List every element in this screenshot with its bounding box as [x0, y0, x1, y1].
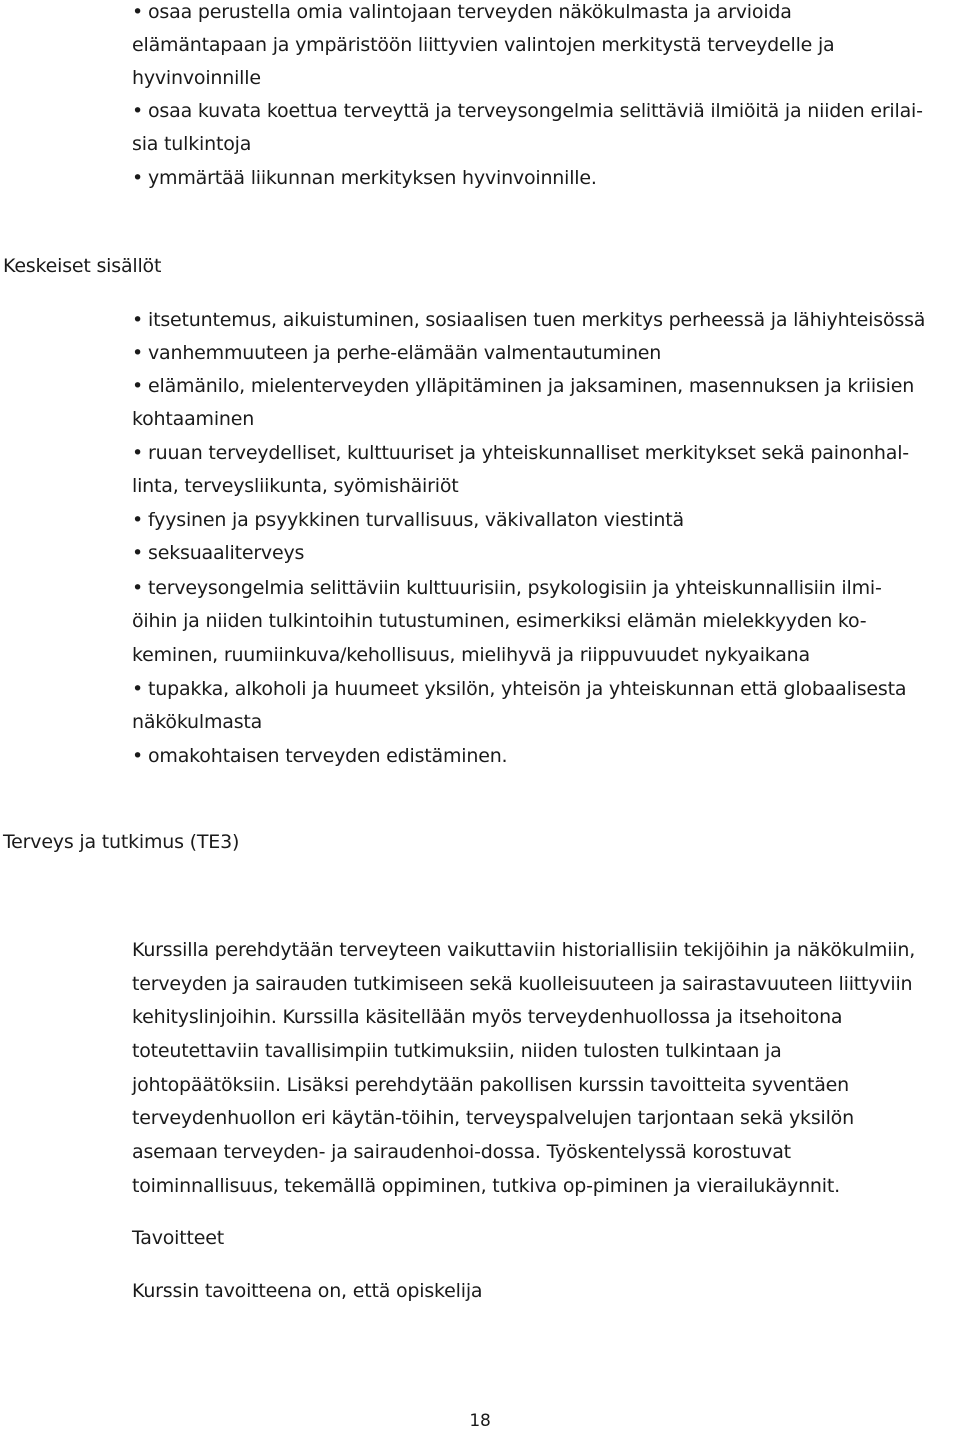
list-item: • ruuan terveydelliset, kulttuuriset ja yhteiskunnalliset merkitykset sekä painonhal- — [132, 442, 909, 464]
list-item-continuation: sia tulkintoja — [132, 133, 252, 155]
list-item-continuation: näkökulmasta — [132, 711, 263, 733]
list-item-continuation: elämäntapaan ja ympäristöön liittyvien valintojen merkitystä terveydelle ja — [132, 34, 835, 56]
bullet-icon: • — [132, 100, 144, 122]
list-item: • vanhemmuuteen ja perhe-elämään valmentautuminen — [132, 342, 662, 364]
paragraph-line: asemaan terveyden- ja sairaudenhoi-dossa. Työskentelyssä korostuvat — [132, 1141, 791, 1163]
paragraph-line: kehityslinjoihin. Kurssilla käsitellään myös terveydenhuollossa ja itsehoitona — [132, 1006, 843, 1028]
tavoitteet-heading: Tavoitteet — [132, 1227, 224, 1249]
list-item: • terveysongelmia selittäviin kulttuurisiin, psykologisiin ja yhteiskunnallisiin ilmi- — [132, 577, 882, 599]
paragraph-line: terveyden ja sairauden tutkimiseen sekä kuolleisuuteen ja sairastavuuteen liittyviin — [132, 973, 913, 995]
list-item-continuation: öihin ja niiden tulkintoihin tutustuminen, esimerkiksi elämän mielekkyyden ko- — [132, 610, 867, 632]
list-item-continuation: hyvinvoinnille — [132, 67, 261, 89]
bullet-icon: • — [132, 442, 144, 464]
list-item: • elämänilo, mielenterveyden ylläpitäminen ja jaksaminen, masennuksen ja kriisien — [132, 375, 915, 397]
list-item: • omakohtaisen terveyden edistäminen. — [132, 745, 508, 767]
paragraph-line: Kurssilla perehdytään terveyteen vaikuttaviin historiallisiin tekijöihin ja näkökulmiin, — [132, 939, 916, 961]
bullet-icon: • — [132, 542, 144, 564]
course-heading: Terveys ja tutkimus (TE3) — [3, 831, 240, 853]
list-item: • fyysinen ja psyykkinen turvallisuus, väkivallaton viestintä — [132, 509, 684, 531]
bullet-icon: • — [132, 1, 144, 23]
list-item: • tupakka, alkoholi ja huumeet yksilön, yhteisön ja yhteiskunnan että globaalisesta — [132, 678, 907, 700]
bullet-icon: • — [132, 678, 144, 700]
list-item-continuation: linta, terveysliikunta, syömishäiriöt — [132, 475, 459, 497]
list-item-continuation: kohtaaminen — [132, 408, 255, 430]
paragraph-line: toteutettaviin tavallisimpiin tutkimuksiin, niiden tulosten tulkintaan ja — [132, 1040, 782, 1062]
bullet-icon: • — [132, 577, 144, 599]
bullet-icon: • — [132, 309, 144, 331]
paragraph-line: terveydenhuollon eri käytän-töihin, terveyspalvelujen tarjontaan sekä yksilön — [132, 1107, 854, 1129]
bullet-icon: • — [132, 167, 144, 189]
page-number: 18 — [469, 1411, 491, 1431]
bullet-icon: • — [132, 745, 144, 767]
bullet-icon: • — [132, 342, 144, 364]
list-item-continuation: keminen, ruumiinkuva/kehollisuus, mielihyvä ja riippuvuudet nykyaikana — [132, 644, 810, 666]
list-item: • itsetuntemus, aikuistuminen, sosiaalisen tuen merkitys perheessä ja lähiyhteisössä — [132, 309, 926, 331]
paragraph-line: toiminnallisuus, tekemällä oppiminen, tutkiva op-piminen ja vierailukäynnit. — [132, 1175, 840, 1197]
bullet-icon: • — [132, 509, 144, 531]
list-item: • seksuaaliterveys — [132, 542, 305, 564]
list-item: • osaa perustella omia valintojaan terveyden näkökulmasta ja arvioida — [132, 1, 792, 23]
paragraph-line: johtopäätöksiin. Lisäksi perehdytään pakollisen kurssin tavoitteita syventäen — [132, 1074, 850, 1096]
list-item: • ymmärtää liikunnan merkityksen hyvinvoinnille. — [132, 167, 597, 189]
tavoitteet-intro: Kurssin tavoitteena on, että opiskelija — [132, 1280, 483, 1302]
list-item: • osaa kuvata koettua terveyttä ja terveysongelmia selittäviä ilmiöitä ja niiden erilai- — [132, 100, 923, 122]
section-heading-keskeiset: Keskeiset sisällöt — [3, 255, 162, 277]
bullet-icon: • — [132, 375, 144, 397]
